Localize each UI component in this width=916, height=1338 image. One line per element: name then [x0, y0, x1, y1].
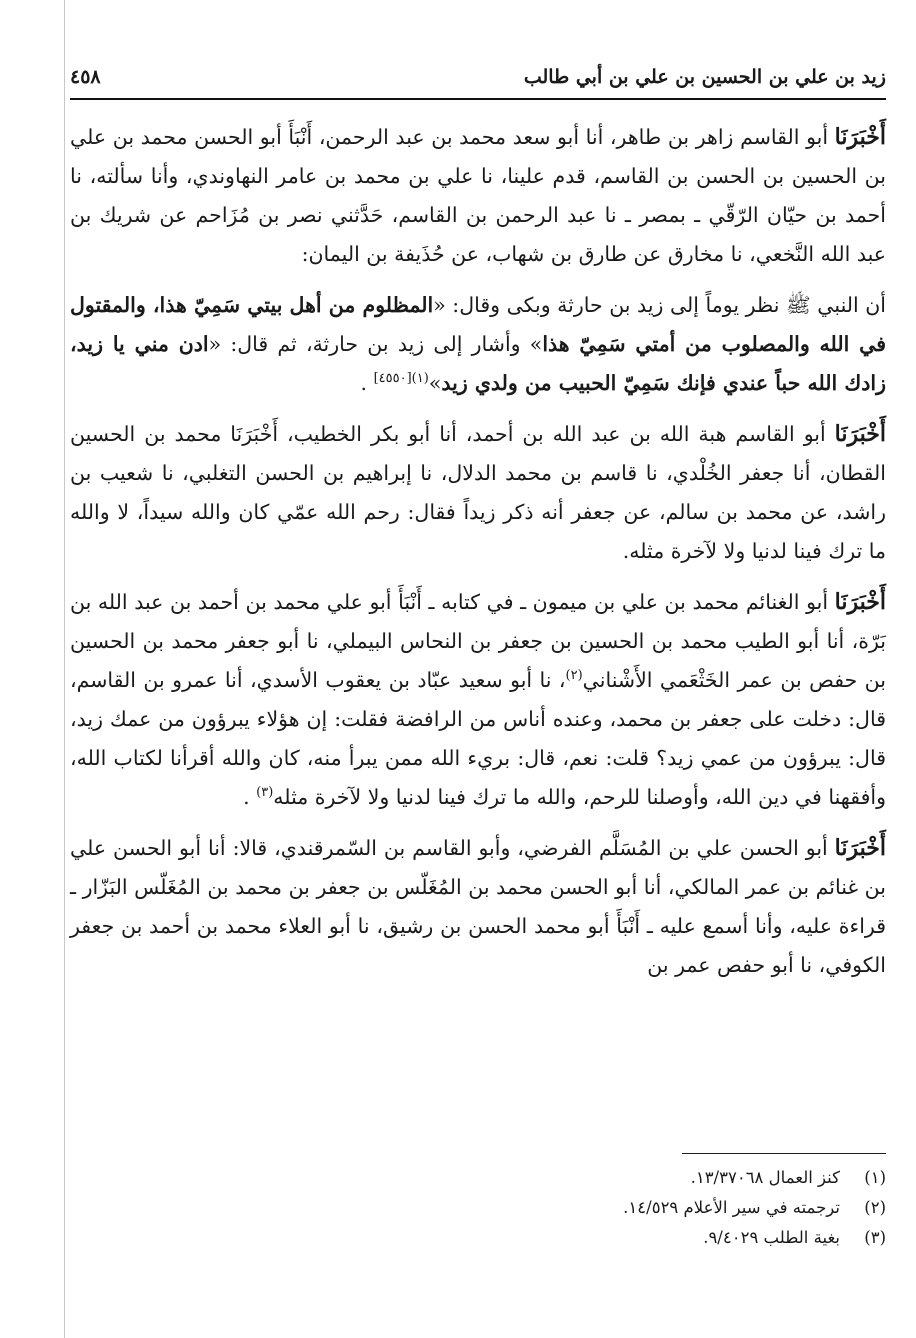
paragraph-text: أبو القاسم هبة الله بن عبد الله بن أحمد، أنا أبو بكر الخطيب، أَخْبَرَنَا محمد بن الحسين القطان، أنا جعفر الخُلْدي، نا قاسم بن محمد الدلال، نا إبراهيم بن الحسن التغلبي، نا شعيب بن راشد، عن محمد بن سالم، عن جعفر أنه ذكر زيداً فقال: رحم الله عمّي كان والله سيداً، لا والله ما ترك فينا لدنيا ولا لآخرة مثله. — [70, 422, 886, 563]
paragraph-text: . — [360, 371, 374, 395]
paragraph-text: » — [428, 371, 442, 395]
paragraph-5 — [70, 829, 886, 985]
footnote-number: (٣) — [864, 1228, 886, 1247]
footnotes — [70, 1163, 886, 1253]
footnote-ref[interactable]: (١)[٤٥٥٠] — [373, 371, 429, 387]
lead-word: أَخْبَرَنَا — [834, 835, 886, 861]
paragraph-text: أبو الحسن علي بن المُسَلَّم الفرضي، وأبو القاسم بن السّمرقندي، قالا: أنا أبو الحسن علي بن غنائم بن عمر المالكي، أنا أبو الحسن محمد بن المُغَلّس بن جعفر بن محمد بن المُغَلّس البَزّار ـ قراءة عليه، وأنا أسمع عليه ـ أَنْبَأَ أبو محمد الحسن بن رشيق، نا أبو العلاء محمد بن أحمد بن جعفر الكوفي، نا أبو حفص عمر بن — [70, 836, 886, 977]
footnote-item — [70, 1223, 886, 1253]
hadith-quote: المظلوم من أهل بيتي سَمِيّ هذا، والمقتول في الله والمصلوب من أمتي سَمِيّ هذا — [70, 293, 886, 356]
book-page — [70, 0, 886, 1338]
body-text — [70, 118, 886, 997]
paragraph-text: أبو الغنائم محمد بن علي بن ميمون ـ في كتابه ـ أَنْبَأَ أبو علي محمد بن أحمد بن عبد الله بن بَرّة، أنا أبو الطيب محمد بن الحسين بن جعفر بن النحاس البيملي، نا أبو جعفر محمد بن الحسين بن حفص بن عمر الخَثْعَمي الأَشْناني — [70, 590, 886, 692]
footnote-rule — [682, 1153, 886, 1154]
paragraph-1 — [70, 118, 886, 274]
paragraph-text: ، نا أبو سعيد عبّاد بن يعقوب الأسدي، أنا عمرو بن القاسم، قال: دخلت على جعفر بن محمد، وعنده أناس من الرافضة فقلت: إن هؤلاء يبرؤون من عمك زيد، قال: يبرؤون من عمي زيد؟ قلت: نعم، قال: بريء الله ممن يبرأ منه، كان والله أقرأنا لكتاب الله، وأفقهنا في دين الله، وأوصلنا للرحم، والله ما ترك فينا لدنيا ولا لآخرة مثله — [70, 668, 886, 809]
lead-word: أَخْبَرَنَا — [834, 421, 886, 447]
footnote-text: ترجمته في سير الأعلام ١٤/٥٢٩. — [623, 1198, 840, 1217]
running-header — [70, 60, 886, 94]
lead-word: أَخْبَرَنَا — [834, 589, 886, 615]
paragraph-4 — [70, 583, 886, 817]
running-title: زيد بن علي بن الحسين بن علي بن أبي طالب — [523, 66, 886, 88]
paragraph-text: أبو القاسم زاهر بن طاهر، أنا أبو سعد محمد بن عبد الرحمن، أَنْبَأَ أبو الحسن محمد بن علي بن الحسين بن الحسن بن القاسم، قدم علينا، نا علي بن محمد بن عامر النهاوندي، وأنا سألته، نا أحمد بن حيّان الرّقّي ـ بمصر ـ نا عبد الرحمن بن القاسم، حَدَّثني نصر بن مُزَاحم عن شريك بن عبد الله النَّخعي، نا مخارق عن طارق بن شهاب، عن حُذَيفة بن اليمان: — [70, 125, 886, 266]
page-number: ٤٥٨ — [70, 66, 101, 88]
footnote-text: بغية الطلب ٩/٤٠٢٩. — [703, 1228, 840, 1247]
paragraph-2 — [70, 286, 886, 403]
paragraph-text: » وأشار إلى زيد بن حارثة، ثم قال: « — [208, 332, 543, 356]
footnote-ref[interactable]: (٢) — [565, 668, 583, 684]
paragraph-text: . — [243, 785, 257, 809]
lead-word: أَخْبَرَنَا — [834, 124, 886, 150]
header-rule — [70, 98, 886, 100]
scan-edge-line — [64, 0, 65, 1338]
footnote-item — [70, 1193, 886, 1223]
footnote-ref[interactable]: (٣) — [256, 785, 274, 801]
paragraph-3 — [70, 415, 886, 571]
footnote-item — [70, 1163, 886, 1193]
footnote-number: (٢) — [864, 1198, 886, 1217]
paragraph-text: أن النبي ﷺ نظر يوماً إلى زيد بن حارثة وبكى وقال: « — [433, 293, 886, 317]
footnote-number: (١) — [864, 1168, 886, 1187]
footnote-text: كنز العمال ١٣/٣٧٠٦٨. — [690, 1168, 840, 1187]
hadith-quote: ادن مني يا زيد، زادك الله حباً عندي فإنك سَمِيّ الحبيب من ولدي زيد — [70, 332, 886, 395]
